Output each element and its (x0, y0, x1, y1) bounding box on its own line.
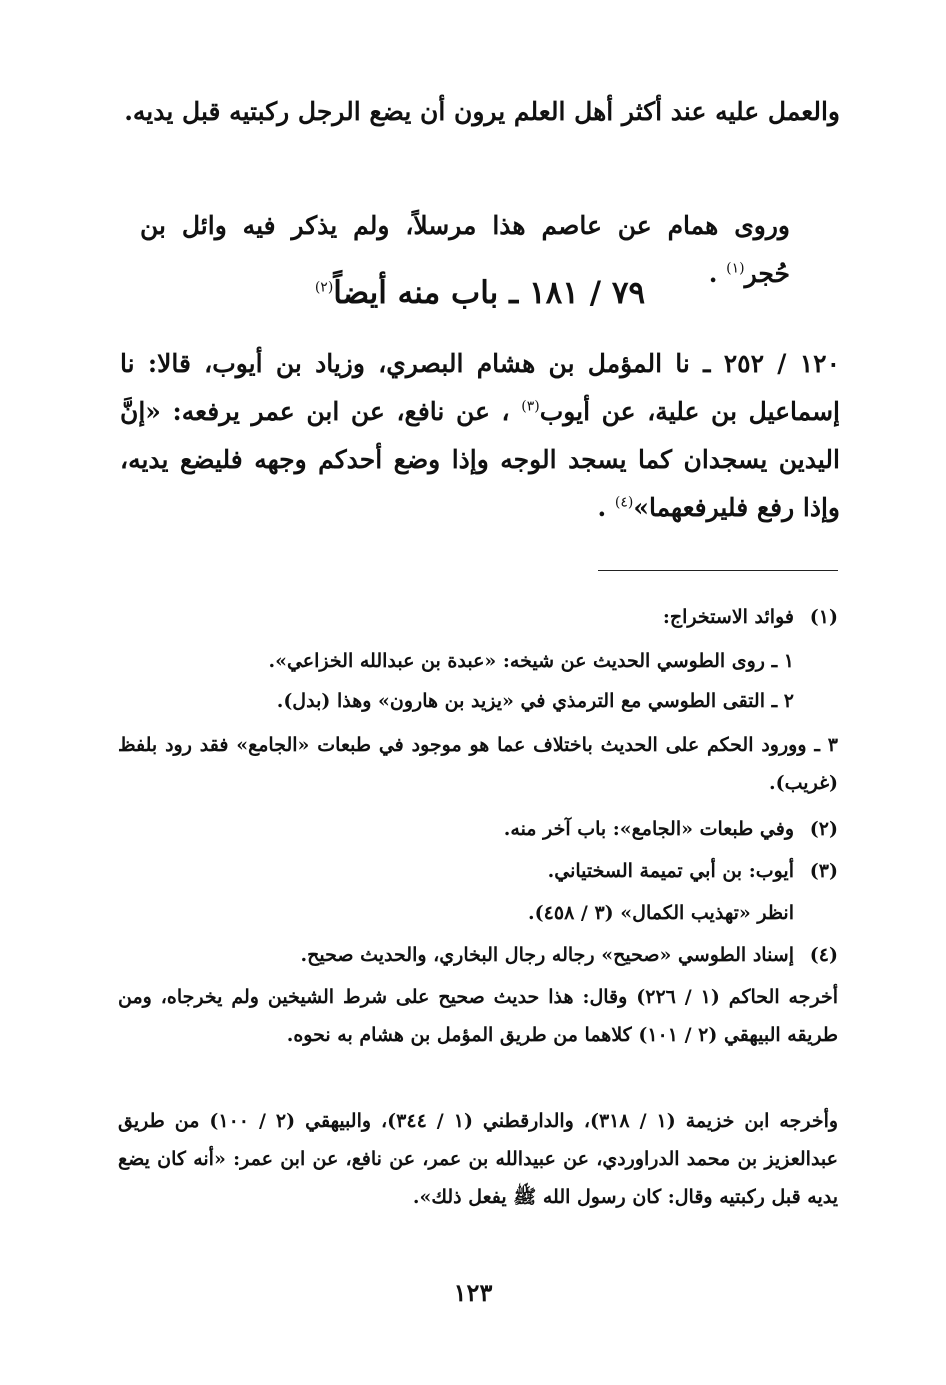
footnote-1-item-2 (118, 682, 838, 720)
footnote-text: ٣ ـ وورود الحكم على الحديث باختلاف عما هو موجود في طبعات «الجامع» فقد رود بلفظ (غريب). (118, 734, 838, 794)
footnote-text: إسناد الطوسي «صحيح» رجاله رجال البخاري، والحديث صحيح. (300, 944, 794, 966)
footnote-text: ١ ـ روى الطوسي الحديث عن شيخه: «عبدة بن عبدالله الخزاعي». (268, 650, 794, 672)
footnote-text: فوائد الاستخراج: (662, 606, 794, 628)
footnote-4-para-3 (118, 1102, 838, 1216)
footnote-text: أيوب: بن أبي تميمة السختياني. (547, 860, 794, 882)
footnote-ref-4[interactable]: (٤) (614, 494, 634, 511)
footnote-text: وأخرجه ابن خزيمة (١ / ٣١٨)، والدارقطني (١ / ٣٤٤)، والبيهقي (٢ / ١٠٠) من طريق عبدالعزيز بن محمد الدراوردي، عن عبيدالله بن عمر، عن نافع، عن ابن عمر: «أنه كان يضع يديه قبل ركبتيه وقال: كان رسول الله ﷺ يفعل ذلك». (118, 1110, 839, 1208)
footnote-1-title (118, 598, 838, 636)
footnote-number: (١) (809, 606, 838, 628)
paragraph-end: . (597, 493, 615, 522)
footnote-ref-1[interactable]: (١) (726, 260, 745, 277)
hadith-text-a: ١٢٠ / ٢٥٢ ـ نا المؤمل بن هشام البصري، وزياد بن أيوب، قالا: نا إسماعيل بن علية، عن أيوب (120, 349, 841, 426)
footnote-1-item-3 (118, 726, 838, 802)
hadith-text-b: ، عن نافع، عن ابن عمر يرفعه: «إنَّ اليدين يسجدان كما يسجد الوجه وإذا وضع أحدكم وجهه فليضع يديه، وإذا رفع فليرفعهما» (120, 397, 840, 522)
footnote-number: (٣) (809, 860, 838, 882)
page-number: ١٢٣ (453, 1278, 493, 1307)
footnote-number: (٤) (809, 944, 838, 966)
heading-text: ٧٩ / ١٨١ ـ باب منه أيضاً (333, 275, 646, 311)
footnote-3-reference (118, 894, 838, 932)
footnote-ref-3[interactable]: (٣) (521, 398, 540, 415)
paragraph-end: . (708, 259, 727, 288)
footnote-text: ٢ ـ التقى الطوسي مع الترمذي في «يزيد بن هارون» وهذا (بدل). (276, 690, 794, 712)
footnote-text: وفي طبعات «الجامع»: باب آخر منه. (503, 818, 794, 840)
footnote-ref-2[interactable]: (٢) (314, 279, 334, 296)
footnote-4-para-2 (118, 978, 838, 1054)
body-paragraph-1 (120, 88, 840, 136)
footnote-text: أخرجه الحاكم (١ / ٢٢٦) وقال: هذا حديث صحيح على شرط الشيخين ولم يخرجاه، ومن طريقه البيهقي (٢ / ١٠١) كلاهما من طريق المؤمل بن هشام به نحوه. (118, 986, 838, 1046)
footnote-4 (118, 936, 838, 974)
chapter-heading (120, 268, 840, 318)
footnote-number: (٢) (809, 818, 838, 840)
footnote-1-item-1 (118, 642, 838, 680)
footnote-divider (598, 570, 838, 571)
paragraph-text: والعمل عليه عند أكثر أهل العلم يرون أن يضع الرجل ركبتيه قبل يديه. (124, 97, 840, 126)
footnote-3 (118, 852, 838, 890)
hadith-paragraph (120, 340, 840, 532)
paragraph-text: وروى همام عن عاصم هذا مرسلاً، ولم يذكر فيه وائل بن حُجر (140, 211, 790, 288)
footnote-2 (118, 810, 838, 848)
footnote-text: انظر «تهذيب الكمال» (٣ / ٤٥٨). (528, 902, 794, 924)
